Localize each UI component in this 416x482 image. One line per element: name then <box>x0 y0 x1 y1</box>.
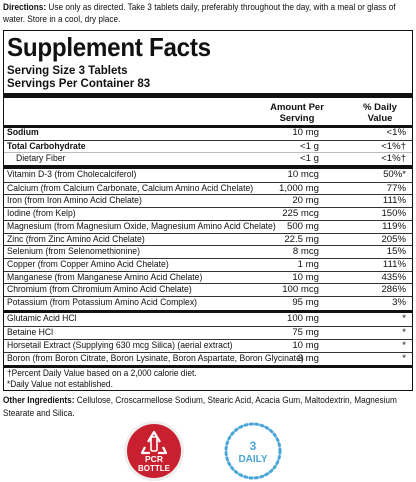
cell-name: Vitamin D-3 (from Cholecalciferol) <box>7 169 137 180</box>
table-row: Total Carbohydrate <1 g <1%† <box>4 140 412 153</box>
table-row: Sodium 10 mg <1% <box>7 127 406 138</box>
cell-dv: 15% <box>386 246 406 258</box>
cell-amount: 1,000 mg <box>278 182 319 194</box>
cell-dv: 50%* <box>383 169 406 180</box>
supplement-facts-title: Supplement Facts <box>7 32 211 62</box>
cell-dv: 3% <box>392 297 406 308</box>
table-row <box>4 296 412 309</box>
cell-dv: 435% <box>381 271 406 283</box>
cell-amount: 95 mg <box>292 297 319 308</box>
cell-amount: 100 mcg <box>282 284 319 296</box>
cell-dv: * <box>402 339 406 351</box>
cell-amount: 10 mg <box>292 271 319 283</box>
cell-dv: * <box>402 312 406 324</box>
cell-amount: 75 mg <box>292 326 319 338</box>
cell-amount: 500 mg <box>287 220 319 232</box>
footnote-daily-value: *Daily Value not established. <box>7 378 113 389</box>
cell-amount: 225 mcg <box>282 208 319 220</box>
cell-name: Boron (from Boron Citrate, Boron Lysinate, Boron Aspartate, Boron Glycinate) <box>7 352 304 364</box>
cell-dv: * <box>402 326 406 338</box>
cell-dv: 119% <box>382 220 406 232</box>
cell-name: Zinc (from Zinc Amino Acid Chelate) <box>7 233 145 245</box>
table-row <box>4 233 412 246</box>
cell-name: Chromium (from Chromium Amino Acid Chelate) <box>7 284 192 296</box>
amount-per-serving-header: Amount Per Serving <box>270 102 324 124</box>
table-row: Dietary Fiber <1 g <1%† <box>4 152 412 165</box>
table-row <box>4 245 412 258</box>
cell-name: Copper (from Copper Amino Acid Chelate) <box>7 258 169 270</box>
pcr-badge-line2: BOTTLE <box>138 464 170 473</box>
cell-name: Selenium (from Selenomethionine) <box>7 246 140 258</box>
cell-name: Manganese (from Manganese Amino Acid Chelate) <box>7 271 203 283</box>
table-row <box>4 194 412 207</box>
cell-name: Horsetail Extract (Supplying 630 mcg Silica) (aerial extract) <box>7 339 233 351</box>
cell-name: Glutamic Acid HCl <box>7 312 77 324</box>
cell-amount: 10 mg <box>292 339 319 351</box>
cell-dv: 111% <box>382 195 406 207</box>
directions-text <box>3 2 413 26</box>
thick-divider <box>4 93 412 98</box>
cell-name: Iodine (from Kelp) <box>7 208 76 220</box>
table-row <box>4 283 412 296</box>
cell-amount: 8 mcg <box>292 246 319 258</box>
directions-label: Directions: <box>3 2 47 13</box>
table-row <box>4 313 412 326</box>
table-row <box>4 258 412 271</box>
other-ingredients-label: Other Ingredients: <box>3 395 75 406</box>
cell-name: Calcium (from Calcium Carbonate, Calcium Amino Acid Chelate) <box>7 182 254 194</box>
supplement-facts-panel <box>3 30 413 391</box>
other-ingredients-body: Cellulose, Croscarmellose Sodium, Stearic Acid, Acacia Gum, Maltodextrin, Magnesium Stearate and Silica. <box>3 395 397 419</box>
table-row <box>4 326 412 339</box>
table-row <box>4 220 412 233</box>
serving-size: Serving Size 3 Tablets <box>7 65 128 77</box>
cell-amount: 10 mcg <box>287 169 319 180</box>
table-row <box>4 271 412 284</box>
directions-body: Use only as directed. Take 3 tablets daily, preferably throughout the day, with a meal or glass of water. Store in a cool, dry place. <box>3 2 396 25</box>
pcr-bottle-badge <box>123 420 185 482</box>
table-row <box>4 207 412 220</box>
table-row <box>4 182 412 195</box>
cell-name: Potassium (from Potassium Amino Acid Complex) <box>7 297 198 308</box>
cell-amount: 20 mg <box>292 195 319 207</box>
cell-name: Betaine HCl <box>7 326 54 338</box>
three-daily-badge <box>222 420 284 482</box>
cell-amount: 100 mg <box>287 312 319 324</box>
cell-dv: 111% <box>382 258 406 270</box>
other-ingredients-text <box>3 395 407 420</box>
cell-dv: 77% <box>386 182 406 194</box>
daily-badge-number: 3 <box>249 439 257 453</box>
cell-amount: 1 mg <box>297 258 319 270</box>
cell-dv: 286% <box>381 284 406 296</box>
cell-dv: 205% <box>381 233 406 245</box>
cell-amount: 3 mg <box>297 352 319 364</box>
pcr-badge-line1: PCR <box>145 454 163 464</box>
daily-value-header: % Daily Value <box>363 102 397 124</box>
table-row <box>4 352 412 365</box>
footnote-calorie-diet: †Percent Daily Value based on a 2,000 calorie diet. <box>7 367 197 378</box>
cell-amount: 22.5 mg <box>284 233 319 245</box>
cell-name: Iron (from Iron Amino Acid Chelate) <box>7 195 142 207</box>
table-row <box>4 169 412 182</box>
daily-badge-label: DAILY <box>238 454 268 465</box>
cell-name: Magnesium (from Magnesium Oxide, Magnesium Amino Acid Chelate) <box>7 220 276 232</box>
servings-per-container: Servings Per Container 83 <box>7 78 151 90</box>
table-row <box>4 339 412 352</box>
cell-dv: 150% <box>381 208 406 220</box>
cell-dv: * <box>402 352 406 364</box>
